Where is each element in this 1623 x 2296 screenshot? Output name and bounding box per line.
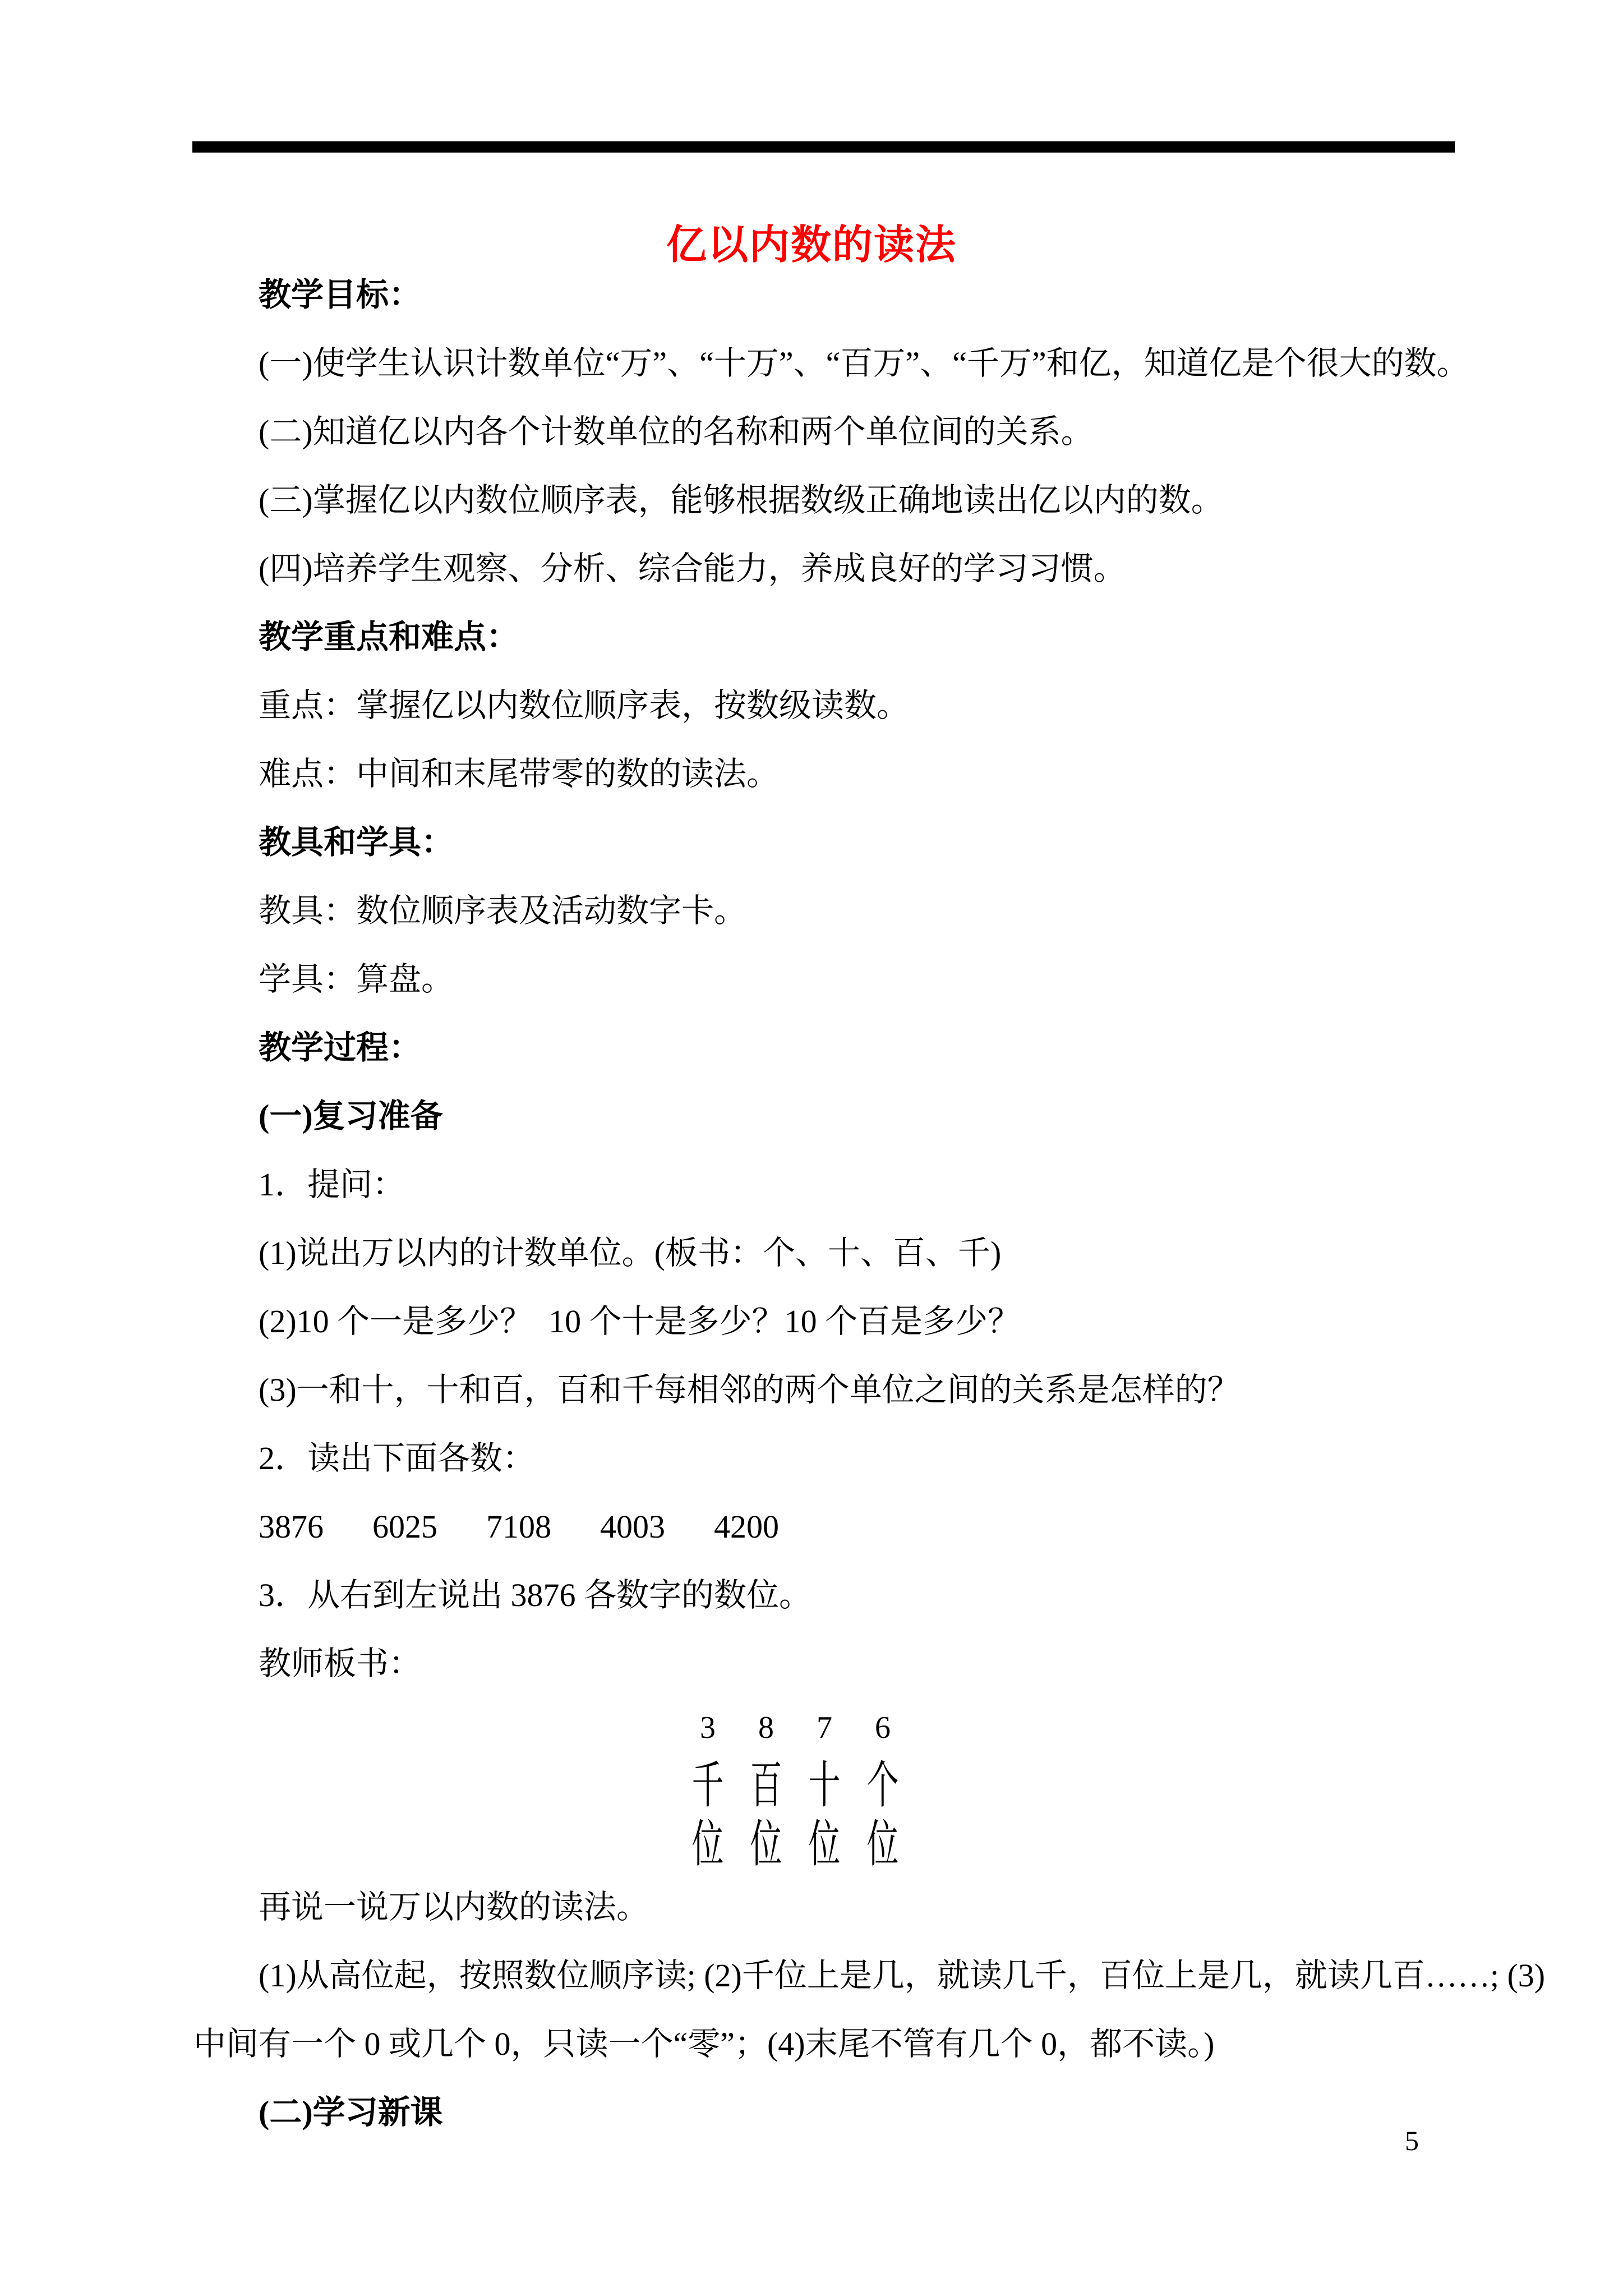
item-questions: 1．提问： [259, 1166, 405, 1203]
item-digit-places: 3．从右到左说出 3876 各数字的数位。 [259, 1577, 812, 1613]
objective-1: (一)使学生认识计数单位“万”、“十万”、“百万”、“千万”和亿，知道亿是个很大的数。 [259, 345, 1469, 381]
learning-aids: 学具：算盘。 [259, 961, 454, 997]
board-wei: 位 [866, 1816, 899, 1872]
board-unit: 个 [866, 1757, 899, 1814]
question-1: (1)说出万以内的计数单位。(板书：个、十、百、千) [259, 1235, 1002, 1271]
board-wei-row [679, 1818, 912, 1871]
difficult-point: 难点：中间和末尾带零的数的读法。 [259, 756, 780, 792]
heading-teaching-objectives: 教学目标： [259, 277, 422, 313]
board-unit: 十 [808, 1757, 841, 1814]
objective-3: (三)掌握亿以内数位顺序表，能够根据数级正确地读出亿以内的数。 [259, 482, 1224, 518]
page-number: 5 [1405, 2125, 1419, 2156]
board-digit: 8 [758, 1710, 774, 1745]
page-title: 亿以内数的读法 [666, 223, 957, 268]
board-digit: 7 [817, 1710, 832, 1745]
objective-4: (四)培养学生观察、分析、综合能力，养成良好的学习习惯。 [259, 550, 1126, 587]
heading-teaching-process: 教学过程： [259, 1029, 422, 1066]
board-digit: 6 [875, 1710, 891, 1745]
section-review-preparation: (一)复习准备 [259, 1098, 443, 1134]
board-wei: 位 [691, 1816, 724, 1872]
board-wei: 位 [750, 1816, 782, 1872]
teaching-aids: 教具：数位顺序表及活动数字卡。 [259, 892, 747, 929]
key-point: 重点：掌握亿以内数位顺序表，按数级读数。 [259, 687, 910, 724]
recap-reading-method: 再说一说万以内数的读法。 [259, 1889, 649, 1925]
board-digit: 3 [700, 1710, 716, 1745]
numbers-list: 3876 6025 7108 4003 4200 [259, 1508, 779, 1545]
reading-rules-line-2: 中间有一个 0 或几个 0，只读一个“零”；(4)末尾不管有几个 0，都不读。) [193, 2026, 1215, 2062]
question-2: (2)10 个一是多少？ 10 个十是多少？10 个百是多少？ [259, 1303, 1021, 1340]
question-3: (3)一和十，十和百，百和千每相邻的两个单位之间的关系是怎样的？ [259, 1372, 1240, 1408]
item-read-numbers: 2．读出下面各数： [259, 1440, 536, 1476]
board-diagram [193, 1698, 1489, 1873]
heading-key-difficult-points: 教学重点和难点： [259, 619, 519, 655]
header-rule [192, 141, 1455, 153]
board-unit: 千 [691, 1757, 724, 1814]
board-unit: 百 [750, 1757, 782, 1814]
board-wei: 位 [808, 1816, 841, 1872]
document-body [193, 261, 1546, 2147]
heading-teaching-aids: 教具和学具： [259, 824, 454, 861]
reading-rules-line-1: (1)从高位起，按照数位顺序读; (2)千位上是几，就读几千，百位上是几，就读几百……; (3) [259, 1957, 1546, 1994]
section-learn-new-lesson: (二)学习新课 [259, 2094, 443, 2131]
objective-2: (二)知道亿以内各个计数单位的名称和两个单位间的关系。 [259, 413, 1094, 450]
board-digits-row [679, 1708, 912, 1747]
teacher-board-label: 教师板书： [259, 1645, 422, 1682]
